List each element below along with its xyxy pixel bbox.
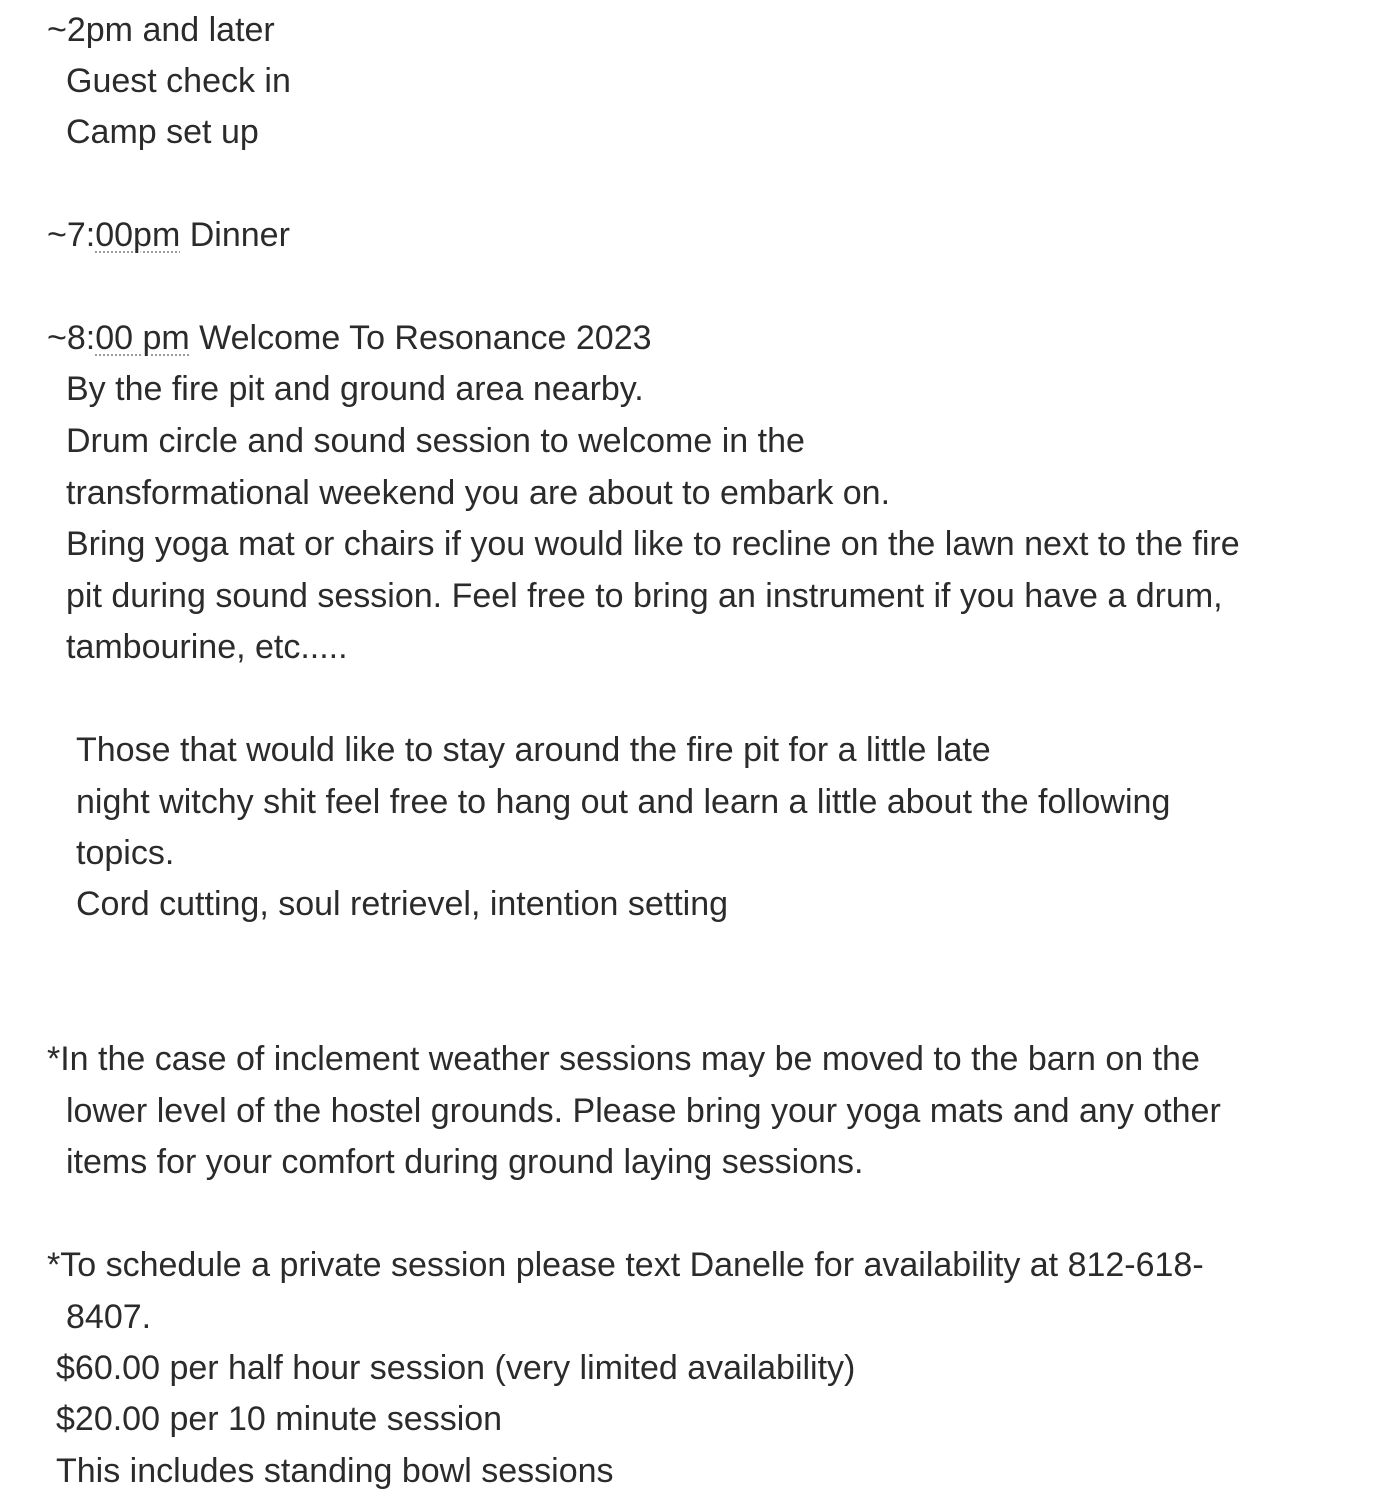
welcome-detail-line: tambourine, etc..... (66, 628, 348, 666)
late-night-topics: Cord cutting, soul retrievel, intention setting (76, 885, 729, 923)
dinner-time-prefix: ~7: (47, 216, 96, 254)
late-night-line: Those that would like to stay around the fire pit for a little late (76, 731, 991, 769)
includes-line: This includes standing bowl sessions (56, 1452, 614, 1490)
welcome-time-prefix: ~8: (47, 319, 96, 357)
late-night-line: topics. (76, 834, 175, 872)
welcome-detail-line: Drum circle and sound session to welcome in the (66, 422, 805, 460)
dinner-line (47, 215, 290, 255)
private-session-line: *To schedule a private session please text Danelle for availability at 812-618- (47, 1246, 1204, 1284)
welcome-detail-line: pit during sound session. Feel free to bring an instrument if you have a drum, (66, 577, 1223, 615)
price-line: $20.00 per 10 minute session (56, 1400, 503, 1438)
welcome-time-link[interactable]: 00 pm (95, 319, 190, 357)
welcome-detail-line: By the fire pit and ground area nearby. (66, 370, 644, 408)
weather-note-line: *In the case of inclement weather sessions may be moved to the barn on the (47, 1040, 1200, 1078)
welcome-detail-line: Bring yoga mat or chairs if you would like to recline on the lawn next to the fire (66, 525, 1240, 563)
checkin-item: Guest check in (66, 62, 291, 100)
checkin-time: ~2pm and later (47, 11, 275, 49)
welcome-detail-line: transformational weekend you are about to embark on. (66, 474, 891, 512)
private-session-phone: 8407. (66, 1298, 152, 1336)
late-night-line: night witchy shit feel free to hang out and learn a little about the following (76, 783, 1171, 821)
dinner-time-link[interactable]: 00pm (95, 216, 181, 254)
dinner-label: Dinner (180, 216, 290, 254)
welcome-title: Welcome To Resonance 2023 (189, 319, 652, 357)
checkin-item: Camp set up (66, 113, 259, 151)
welcome-line (47, 318, 652, 358)
price-line: $60.00 per half hour session (very limited availability) (56, 1349, 856, 1387)
weather-note-line: lower level of the hostel grounds. Please bring your yoga mats and any other (66, 1092, 1221, 1130)
weather-note-line: items for your comfort during ground laying sessions. (66, 1143, 864, 1181)
